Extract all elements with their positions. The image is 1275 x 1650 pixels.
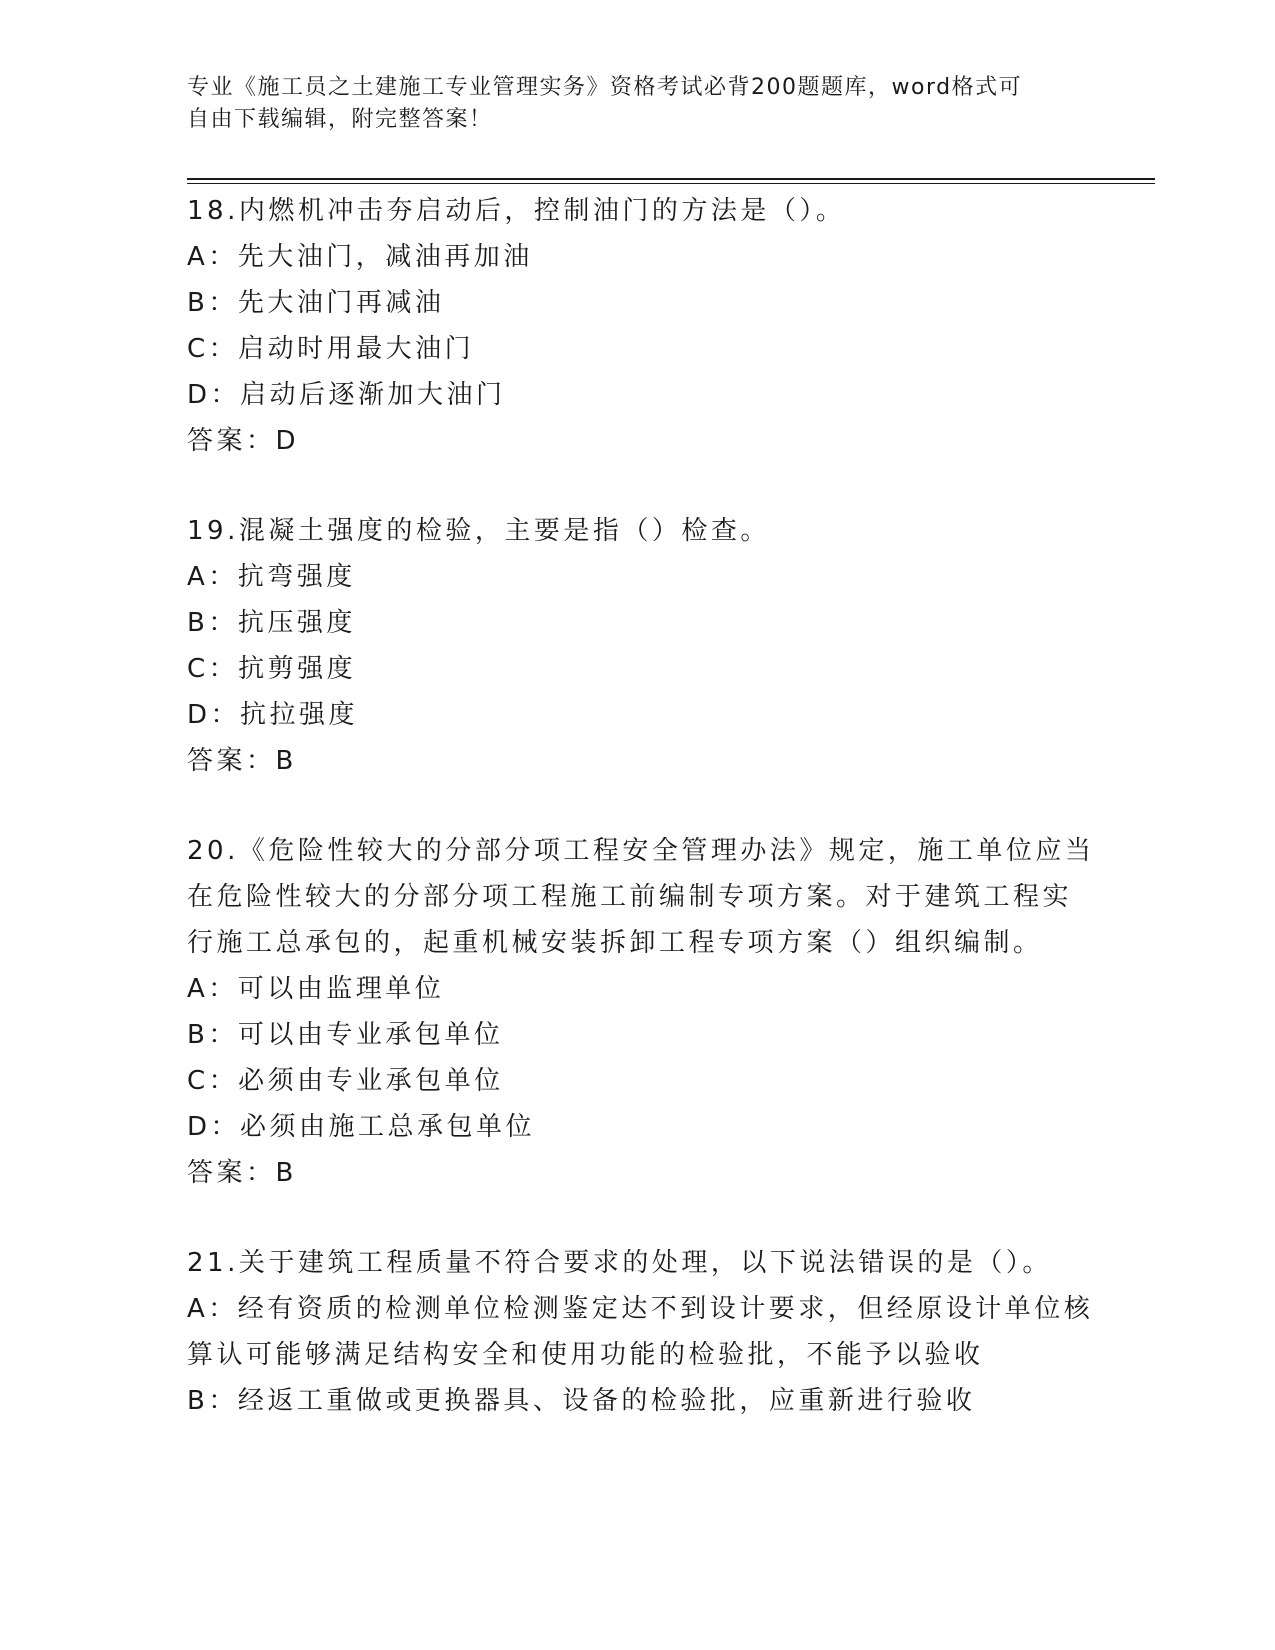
option-d: D：抗拉强度	[187, 700, 359, 730]
answer-text: 答案：B	[187, 746, 297, 776]
option-a: A：抗弯强度	[187, 562, 356, 592]
document-header	[187, 72, 1067, 136]
option-c: C：启动时用最大油门	[187, 334, 475, 364]
option-b: B：先大油门再减油	[187, 288, 445, 318]
option-a: A：经有资质的检测单位检测鉴定达不到设计要求，但经原设计单位核	[187, 1294, 1094, 1324]
question-text: 在危险性较大的分部分项工程施工前编制专项方案。对于建筑工程实	[187, 882, 1073, 912]
question-text: 20.《危险性较大的分部分项工程安全管理办法》规定，施工单位应当	[187, 836, 1095, 866]
question-block	[187, 828, 1095, 1196]
option-c: C：抗剪强度	[187, 654, 357, 684]
question-list	[187, 188, 1095, 1424]
option-a: A：可以由监理单位	[187, 974, 445, 1004]
option-a: A：先大油门，减油再加油	[187, 242, 533, 272]
question-block	[187, 188, 1087, 464]
spacer	[187, 784, 1087, 828]
option-d: D：必须由施工总承包单位	[187, 1112, 536, 1142]
question-text: 21.关于建筑工程质量不符合要求的处理，以下说法错误的是（）。	[187, 1248, 1052, 1278]
question-text: 行施工总承包的，起重机械安装拆卸工程专项方案（）组织编制。	[187, 928, 1043, 958]
question-block	[187, 1240, 1094, 1424]
option-c: C：必须由专业承包单位	[187, 1066, 504, 1096]
spacer	[187, 1196, 1087, 1240]
answer-text: 答案：B	[187, 1158, 297, 1188]
header-divider-thick	[187, 178, 1155, 180]
question-text: 18.内燃机冲击夯启动后，控制油门的方法是（）。	[187, 196, 846, 226]
option-b: B：经返工重做或更换器具、设备的检验批，应重新进行验收	[187, 1386, 976, 1416]
option-b: B：抗压强度	[187, 608, 356, 638]
spacer	[187, 464, 1087, 508]
option-a: 算认可能够满足结构安全和使用功能的检验批，不能予以验收	[187, 1340, 984, 1370]
header-divider-thin	[187, 183, 1155, 184]
header-line-1: 专业《施工员之土建施工专业管理实务》资格考试必背200题题库，word格式可	[187, 75, 1023, 100]
question-text: 19.混凝土强度的检验，主要是指（）检查。	[187, 516, 770, 546]
question-block	[187, 508, 1087, 784]
header-line-2: 自由下载编辑，附完整答案！	[187, 107, 493, 132]
answer-text: 答案：D	[187, 426, 300, 456]
option-d: D：启动后逐渐加大油门	[187, 380, 506, 410]
option-b: B：可以由专业承包单位	[187, 1020, 504, 1050]
